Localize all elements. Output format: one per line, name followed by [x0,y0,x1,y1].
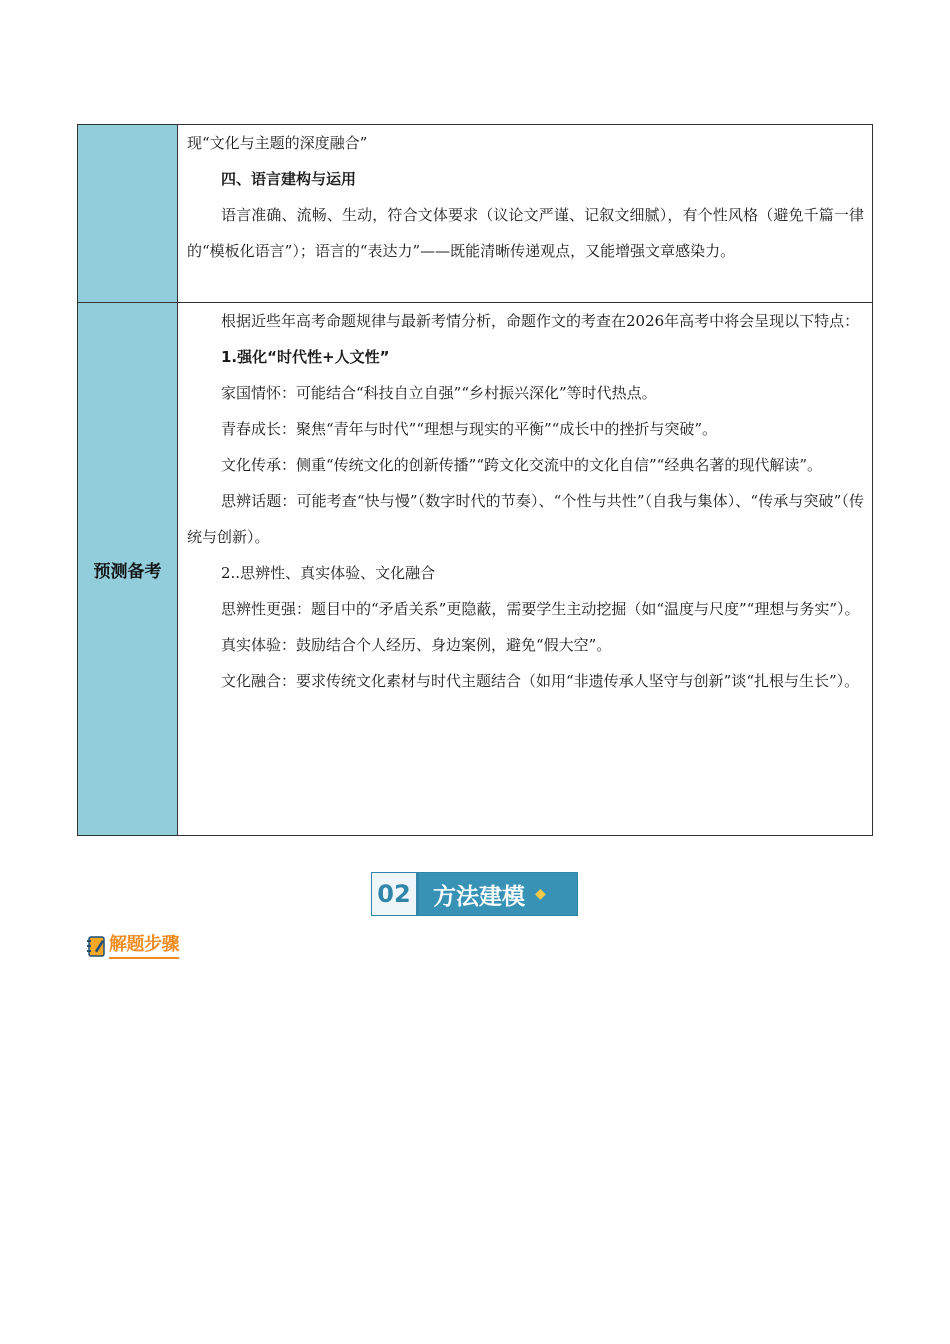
section-heading: 四、语言建构与运用 [221,170,357,188]
table-row [78,303,873,836]
paragraph: 青春成长：聚焦“青年与时代”“理想与现实的平衡”“成长中的挫折与突破”。 [221,420,718,438]
point-heading: 2..思辨性、真实体验、文化融合 [221,564,436,582]
table-row [78,125,873,303]
paragraph: 文化传承：侧重“传统文化的创新传播”“跨文化交流中的文化自信”“经典名著的现代解读”。 [221,456,823,474]
row-content [178,303,873,836]
section-number: 02 [372,873,419,915]
section-title-box [419,873,577,915]
exam-analysis-table [77,124,873,836]
solution-steps-heading [86,933,179,959]
paragraph: 家国情怀：可能结合“科技自立自强”“乡村振兴深化”等时代热点。 [221,384,657,402]
row-content [178,125,873,303]
continuation-line: 现“文化与主题的深度融合” [187,134,368,152]
section-banner [371,872,578,916]
point-heading: 1.强化“时代性+人文性” [221,348,390,366]
solution-steps-label: 解题步骤 [109,933,179,959]
paragraph: 文化融合：要求传统文化素材与时代主题结合（如用“非遗传承人坚守与创新”谈“扎根与生长”）。 [221,672,860,690]
section-title: 方法建模 [433,883,525,910]
paragraph: 语言准确、流畅、生动，符合文体要求（议论文严谨、记叙文细腻），有个性风格（避免千篇一律的“模板化语言”）；语言的“表达力”——既能清晰传递观点，又能增强文章感染力。 [187,206,864,260]
diamond-icon: ◆ [535,886,546,902]
paragraph: 思辨性更强：题目中的“矛盾关系”更隐蔽，需要学生主动挖掘（如“温度与尺度”“理想与务实”）。 [221,600,860,618]
notebook-pencil-icon [86,934,108,958]
row-label-forecast: 预测备考 [78,303,178,836]
paragraph: 真实体验：鼓励结合个人经历、身边案例，避免“假大空”。 [221,636,612,654]
paragraph: 思辨话题：可能考查“快与慢”（数字时代的节奏）、“个性与共性”（自我与集体）、“传承与突破”（传统与创新）。 [187,492,864,546]
row-label [78,125,178,303]
intro-paragraph: 根据近些年高考命题规律与最新考情分析，命题作文的考查在2026年高考中将会呈现以下特点： [221,312,860,330]
